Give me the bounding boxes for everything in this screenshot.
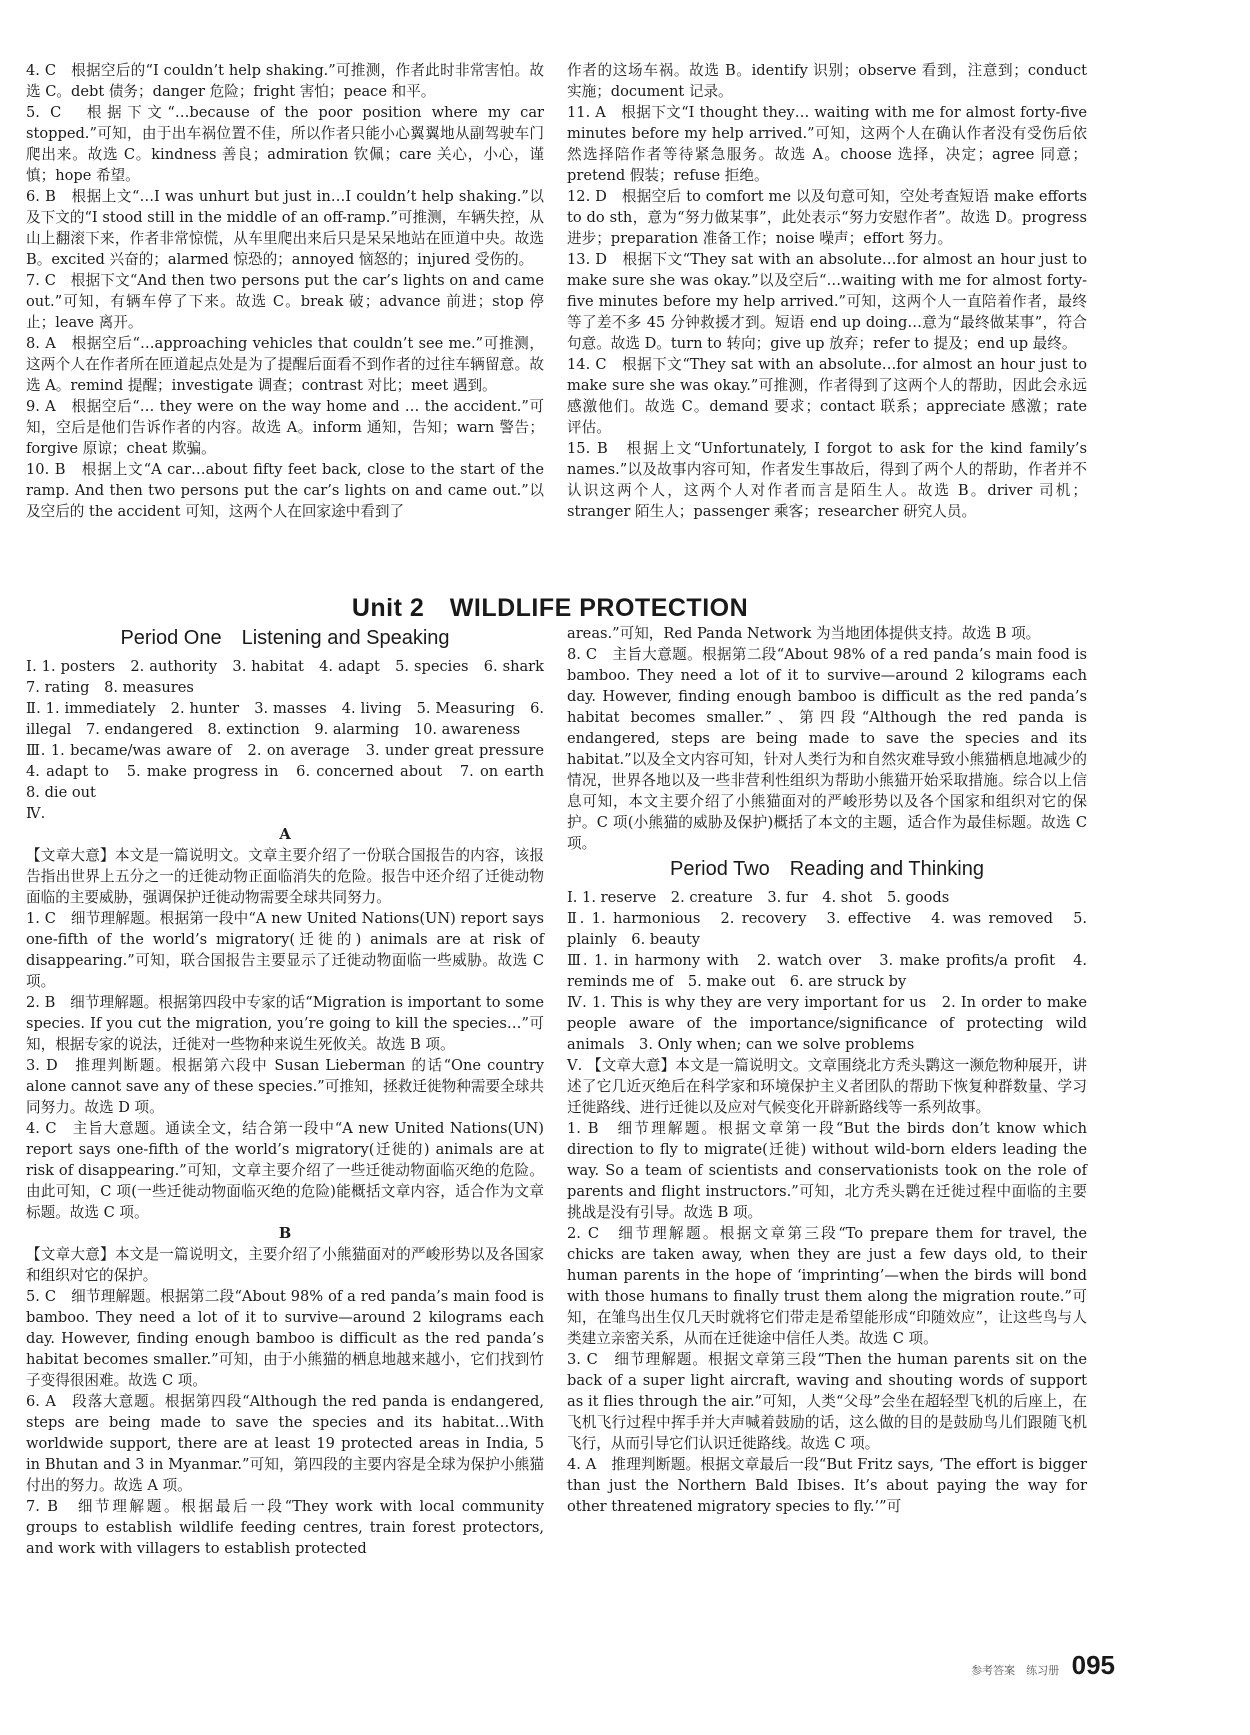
paragraph: 3. D 推理判断题。根据第六段中 Susan Lieberman 的话“One country alone cannot save any of these species.”可推知，拯救迁徙物种需要全球共同努力。故选 D 项。 <box>26 1057 544 1116</box>
left-column-bottom <box>26 623 559 1559</box>
answer-line: Ⅱ. 1. immediately 2. hunter 3. masses 4. living 5. Measuring 6. illegal 7. endangered 8. extinction 9. alarming 10. awareness <box>26 700 544 738</box>
paragraph: 12. D 根据空后 to comfort me 以及句意可知，空处考查短语 make efforts to do sth，意为“努力做某事”，此处表示“努力安慰作者”。故选 D。progress 进步；preparation 准备工作；noise 噪声；effort 努力。 <box>567 188 1087 247</box>
footer-label: 参考答案 练习册 <box>971 1665 1060 1677</box>
answer-line: Ⅳ. 1. This is why they are very important for us 2. In order to make people aware of the importance/significance of protecting wild animals 3. Only when; can we solve problems <box>567 994 1087 1053</box>
page-footer <box>971 1650 1115 1681</box>
paragraph: 1. B 细节理解题。根据文章第一段“But the birds don’t know which direction to fly to migrate(迁徙) without wild-born elders leading the way. So a team of scientists and conservationists took on the role of parents and flight instructors.”可知，北方秃头鹮在迁徙过程中面临的主要挑战是没有引导。故选 B 项。 <box>567 1120 1087 1221</box>
paragraph: 14. C 根据下文“They sat with an absolute…for almost an hour just to make sure she was okay.”可推测，作者得到了这两个人的帮助，因此会永远感激他们。故选 C。demand 要求；contact 联系；appreciate 感激；rate 评估。 <box>567 356 1087 436</box>
paragraph: 4. C 根据空后的“I couldn’t help shaking.”可推测，作者此时非常害怕。故选 C。debt 债务；danger 危险；fright 害怕；peace 和平。 <box>26 62 544 100</box>
left-column-top <box>26 60 544 522</box>
answer-line: Ⅰ. 1. posters 2. authority 3. habitat 4. adapt 5. species 6. shark 7. rating 8. measures <box>26 658 559 696</box>
paragraph: 作者的这场车祸。故选 B。identify 识别；observe 看到，注意到；conduct 实施；document 记录。 <box>567 62 1087 100</box>
paragraph: 8. A 根据空后“…approaching vehicles that couldn’t see me.”可推测，这两个人在作者所在匝道起点处是为了提醒后面看不到作者的过往车辆留意。故选 A。remind 提醒；investigate 调查；contrast 对比；meet 遇到。 <box>26 335 544 394</box>
answer-line: Ⅲ. 1. became/was aware of 2. on average 3. under great pressure 4. adapt to 5. make progress in 6. concerned about 7. on earth 8. die out <box>26 742 559 801</box>
period-one-heading: Period One Listening and Speaking <box>120 627 450 649</box>
paragraph: 10. B 根据上文“A car…about fifty feet back, close to the start of the ramp. And then two persons put the car’s lights on and came out.”以及空后的 the accident 可知，这两个人在回家途中看到了 <box>26 461 544 520</box>
paragraph: 9. A 根据空后“… they were on the way home and … the accident.”可知，空后是他们告诉作者的内容。故选 A。inform 通知，告知；warn 警告；forgive 原谅；cheat 欺骗。 <box>26 398 544 457</box>
paragraph: 2. C 细节理解题。根据文章第三段“To prepare them for travel, the chicks are taken away, when they are just a few days old, to their human parents in the hope of ‘imprinting’—when the birds will bond with those humans to finally trust them along the migration route.”可知，在雏鸟出生仅几天时就将它们带走是希望能形成“印随效应”，让这些鸟与人类建立亲密关系，从而在迁徙途中信任人类。故选 C 项。 <box>567 1225 1087 1347</box>
paragraph: 4. A 推理判断题。根据文章最后一段“But Fritz says, ‘The effort is bigger than just the Northern Bald Ibises. It’s about paying the way for other threatened migratory species to fly.’”可 <box>567 1456 1087 1515</box>
paragraph: 8. C 主旨大意题。根据第二段“About 98% of a red panda’s main food is bamboo. They need a lot of it to survive—around 2 kilograms each day. However, finding enough bamboo is difficult as the red panda’s habitat becomes smaller.”、第四段“Although the red panda is endangered, steps are being made to save the species and its habitat.”以及全文内容可知，针对人类行为和自然灾难导致小熊猫栖息地减少的情况，世界各地以及一些非营利性组织为帮助小熊猫开始采取措施。综合以上信息可知，本文主要介绍了小熊猫面对的严峻形势以及各个国家和组织对它的保护。C 项(小熊猫的威胁及保护)概括了本文的主题，适合作为最佳标题。故选 C 项。 <box>567 646 1087 852</box>
paragraph: 13. D 根据下文“They sat with an absolute…for almost an hour just to make sure she was okay.”以及空后“…waiting with me for almost forty-five minutes before my help arrived.”可知，这两个人一直陪着作者，最终等了差不多 45 分钟救援才到。短语 end up doing…意为“最终做某事”，符合句意。故选 D。turn to 转向；give up 放弃；refer to 提及；end up 最终。 <box>567 251 1087 352</box>
paragraph: 3. C 细节理解题。根据文章第三段“Then the human parents sit on the back of a super light aircraft, waving and shouting words of support as it flies through the air.”可知，人类“父母”会坐在超轻型飞机的后座上，在飞机飞行过程中挥手并大声喊着鼓励的话，这么做的目的是鼓励鸟儿们跟随飞机飞行，从而引导它们认识迁徙路线。故选 C 项。 <box>567 1351 1087 1452</box>
paragraph: 5. C 细节理解题。根据第二段“About 98% of a red panda’s main food is bamboo. They need a lot of it to survive—around 2 kilograms each day. However, finding enough bamboo is difficult as the red panda’s habitat becomes smaller.”可知，由于小熊猫的栖息地越来越小，它们找到竹子变得很困难。故选 C 项。 <box>26 1288 544 1389</box>
right-column-top <box>567 60 1087 522</box>
unit-title: Unit 2 WILDLIFE PROTECTION <box>351 594 749 622</box>
paragraph: areas.”可知，Red Panda Network 为当地团体提供支持。故选 B 项。 <box>567 625 1041 642</box>
answer-line: Ⅰ. 1. reserve 2. creature 3. fur 4. shot 5. goods <box>567 889 950 906</box>
paragraph: 2. B 细节理解题。根据第四段中专家的话“Migration is important to some species. If you cut the migration, you’re going to kill the species…”可知，根据专家的说法，迁徙对一些物种来说生死攸关。故选 B 项。 <box>26 994 544 1053</box>
answer-line: Ⅱ. 1. harmonious 2. recovery 3. effective 4. was removed 5. plainly 6. beauty <box>567 910 1087 948</box>
paragraph: Ⅴ. 【文章大意】本文是一篇说明文。文章围绕北方秃头鹮这一濒危物种展开，讲述了它几近灭绝后在科学家和环境保护主义者团队的帮助下恢复种群数量、学习迁徙路线、进行迁徙以及应对气候变化开辟新路线等一系列故事。 <box>567 1057 1087 1116</box>
paragraph: 7. C 根据下文“And then two persons put the car’s lights on and came out.”可知，有辆车停了下来。故选 C。break 破；advance 前进；stop 停止；leave 离开。 <box>26 272 544 331</box>
paragraph: 【文章大意】本文是一篇说明文，主要介绍了小熊猫面对的严峻形势以及各国家和组织对它的保护。 <box>26 1246 544 1284</box>
paragraph: 5. C 根据下文“…because of the poor position where my car stopped.”可知，由于出车祸位置不佳，所以作者只能小心翼翼地从副驾驶车门爬出来。故选 C。kindness 善良；admiration 钦佩；care 关心，小心，谨慎；hope 希望。 <box>26 104 544 184</box>
page-number: 095 <box>1071 1650 1115 1680</box>
section-b-heading: B <box>278 1225 292 1242</box>
paragraph: 11. A 根据下文“I thought they… waiting with me for almost forty-five minutes before my help arrived.”可知，这两个人在确认作者没有受伤后依然选择陪作者等待紧急服务。故选 A。choose 选择，决定；agree 同意；pretend 假装；refuse 拒绝。 <box>567 104 1087 184</box>
section-a-heading: A <box>279 826 291 843</box>
right-column-bottom <box>567 623 1087 1517</box>
answer-line: Ⅲ. 1. in harmony with 2. watch over 3. make profits/a profit 4. reminds me of 5. make out 6. are struck by <box>567 952 1087 990</box>
paragraph: 4. C 主旨大意题。通读全文，结合第一段中“A new United Nations(UN) report says one-fifth of the world’s migratory(迁徙的) animals are at risk of disappearing.”可知，文章主要介绍了一些迁徙动物面临灭绝的危险。由此可知，C 项(一些迁徙动物面临灭绝的危险)能概括文章内容，适合作为文章标题。故选 C 项。 <box>26 1120 544 1221</box>
paragraph: 6. B 根据上文“…I was unhurt but just in…I couldn’t help shaking.”以及下文的“I stood still in the middle of an off-ramp.”可推测，车辆失控，从山上翻滚下来，作者非常惊慌，从车里爬出来后只是呆呆地站在匝道中央。故选 B。excited 兴奋的；alarmed 惊恐的；annoyed 恼怒的；injured 受伤的。 <box>26 188 544 268</box>
paragraph: 【文章大意】本文是一篇说明文。文章主要介绍了一份联合国报告的内容，该报告指出世界上五分之一的迁徙动物正面临消失的危险。报告中还介绍了迁徙动物面临的主要威胁，强调保护迁徙动物需要全球共同努力。 <box>26 847 544 906</box>
answer-line: Ⅳ. <box>26 805 46 822</box>
paragraph: 7. B 细节理解题。根据最后一段“They work with local community groups to establish wildlife feeding centres, train forest protectors, and work with villagers to establish protected <box>26 1498 544 1557</box>
paragraph: 6. A 段落大意题。根据第四段“Although the red panda is endangered, steps are being made to save the species and its habitat…With worldwide support, there are at least 19 protected areas in India, 5 in Bhutan and 3 in Myanmar.”可知，第四段的主要内容是全球为保护小熊猫付出的努力。故选 A 项。 <box>26 1393 544 1494</box>
period-two-heading: Period Two Reading and Thinking <box>670 858 984 880</box>
paragraph: 15. B 根据上文“Unfortunately, I forgot to ask for the kind family’s names.”以及故事内容可知，作者发生事故后，得到了两个人的帮助，作者并不认识这两个人，这两个人对作者而言是陌生人。故选 B。driver 司机；stranger 陌生人；passenger 乘客；researcher 研究人员。 <box>567 440 1087 520</box>
paragraph: 1. C 细节理解题。根据第一段中“A new United Nations(UN) report says one-fifth of the world’s migratory(迁徙的) animals are at risk of disappearing.”可知，联合国报告主要显示了迁徙动物面临一些威胁。故选 C 项。 <box>26 910 544 990</box>
